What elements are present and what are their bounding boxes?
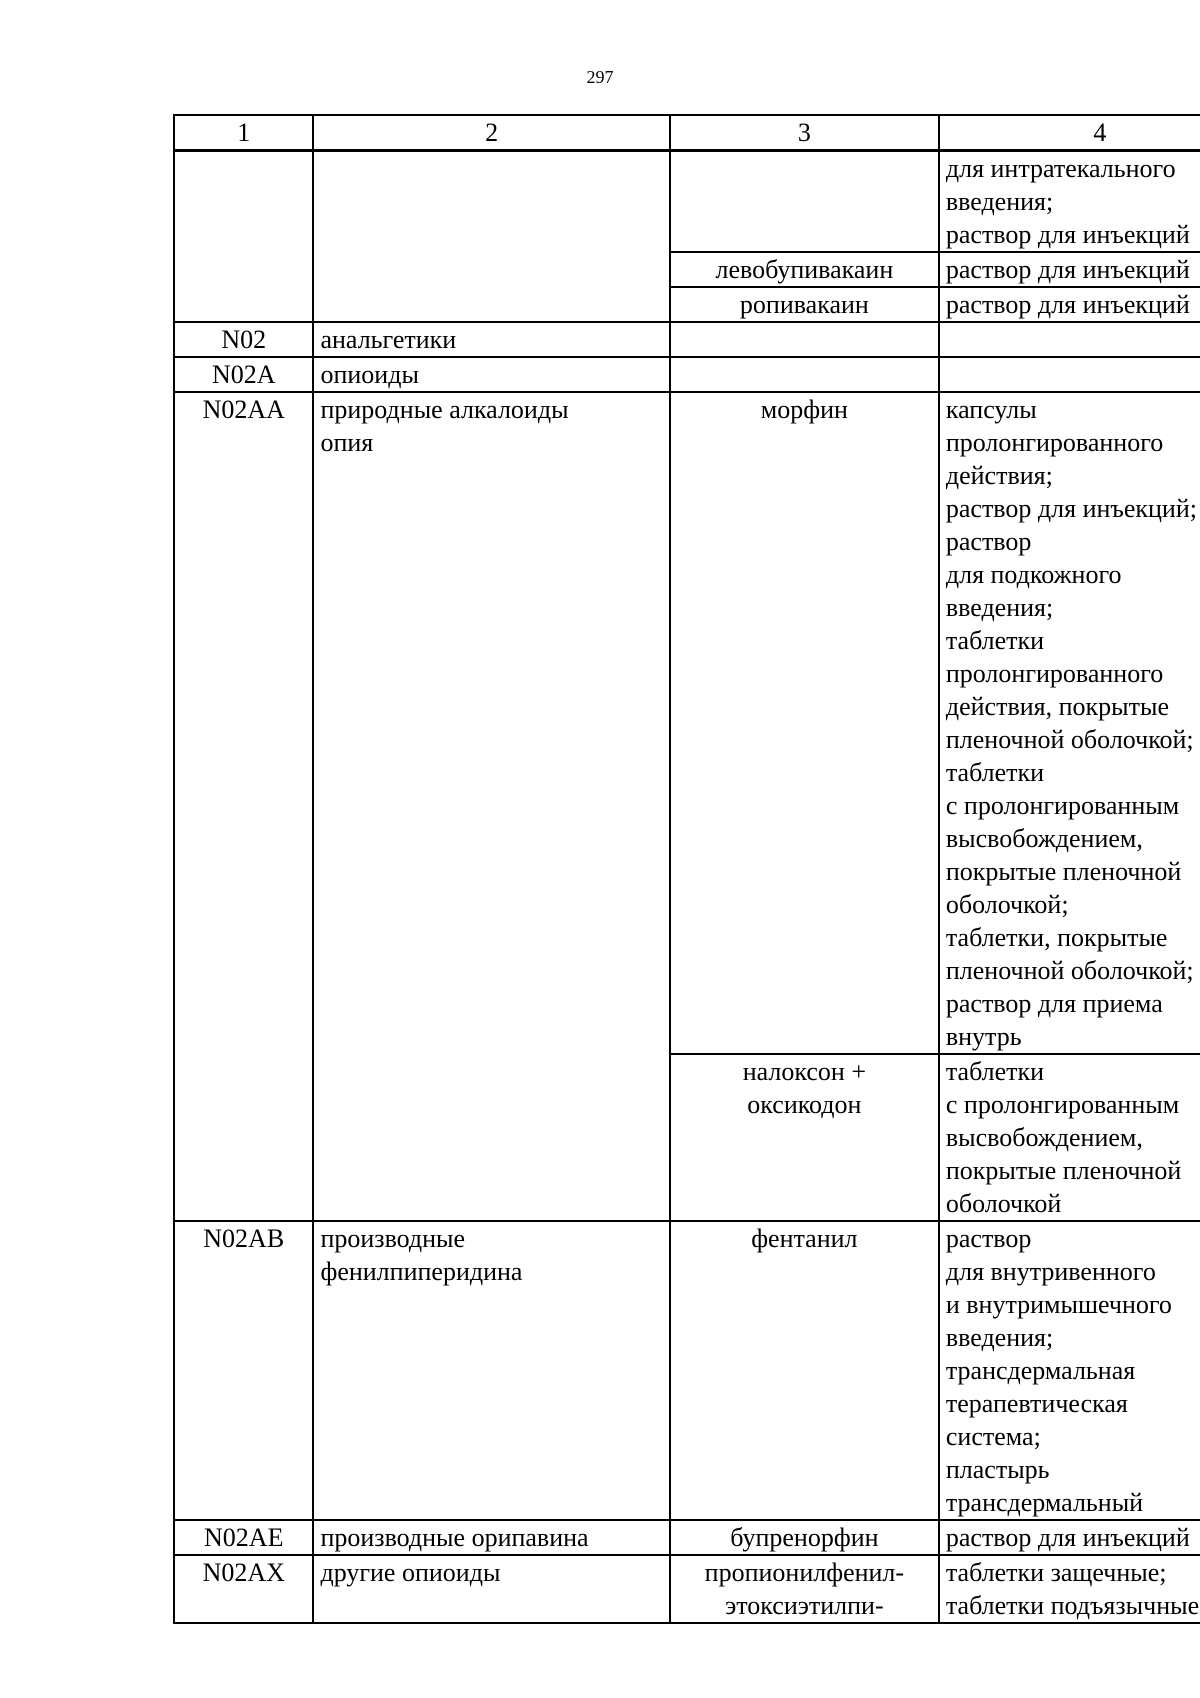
drug-name-cell: ропивакаин [670, 287, 939, 322]
atc-code-cell: N02 [174, 322, 313, 357]
drug-name-cell [670, 151, 939, 253]
dosage-form-cell [939, 357, 1200, 392]
drug-table [173, 114, 1200, 1624]
group-name-cell: природные алкалоиды опия [313, 392, 669, 1221]
drug-name-cell [670, 322, 939, 357]
column-header-2: 2 [313, 115, 669, 151]
dosage-form-cell [939, 322, 1200, 357]
dosage-form-cell: капсулы пролонгированного действия; раствор для инъекций; раствор для подкожного введения; таблетки пролонгированного действия, покрытые пленочной оболочкой; таблетки с пролонгированным высвобождением, покрытые пленочной оболочкой; таблетки, покрытые пленочной оболочкой; раствор для приема внутрь [939, 392, 1200, 1054]
atc-code-cell [174, 151, 313, 323]
table-row [174, 151, 1200, 253]
drug-name-cell: фентанил [670, 1221, 939, 1520]
drug-name-cell: бупренорфин [670, 1520, 939, 1555]
atc-code-cell: N02A [174, 357, 313, 392]
group-name-cell [313, 151, 669, 323]
dosage-form-cell: таблетки защечные; таблетки подъязычные [939, 1555, 1200, 1623]
atc-code-cell: N02AA [174, 392, 313, 1221]
table-row [174, 1520, 1200, 1555]
column-header-4: 4 [939, 115, 1200, 151]
page-number: 297 [586, 67, 614, 87]
header-row [174, 115, 1200, 151]
dosage-form-cell: раствор для инъекций [939, 1520, 1200, 1555]
dosage-form-cell: раствор для инъекций [939, 252, 1200, 287]
dosage-form-cell: для интратекального введения; раствор для инъекций [939, 151, 1200, 253]
table-row [174, 1555, 1200, 1623]
group-name-cell: производные орипавина [313, 1520, 669, 1555]
group-name-cell: производные фенилпиперидина [313, 1221, 669, 1520]
table-row [174, 1221, 1200, 1520]
atc-code-cell: N02AX [174, 1555, 313, 1623]
drug-name-cell: пропионилфенил- этоксиэтилпи- [670, 1555, 939, 1623]
column-header-1: 1 [174, 115, 313, 151]
table-row [174, 322, 1200, 357]
atc-code-cell: N02AE [174, 1520, 313, 1555]
dosage-form-cell: раствор для инъекций [939, 287, 1200, 322]
group-name-cell: опиоиды [313, 357, 669, 392]
table-row [174, 392, 1200, 1054]
dosage-form-cell: таблетки с пролонгированным высвобождением, покрытые пленочной оболочкой [939, 1054, 1200, 1221]
drug-name-cell: левобупивакаин [670, 252, 939, 287]
drug-name-cell: налоксон + оксикодон [670, 1054, 939, 1221]
table-row [174, 357, 1200, 392]
drug-name-cell [670, 357, 939, 392]
atc-code-cell: N02AB [174, 1221, 313, 1520]
drug-name-cell: морфин [670, 392, 939, 1054]
column-header-3: 3 [670, 115, 939, 151]
group-name-cell: анальгетики [313, 322, 669, 357]
group-name-cell: другие опиоиды [313, 1555, 669, 1623]
dosage-form-cell: раствор для внутривенного и внутримышечного введения; трансдермальная терапевтическая система; пластырь трансдермальный [939, 1221, 1200, 1520]
